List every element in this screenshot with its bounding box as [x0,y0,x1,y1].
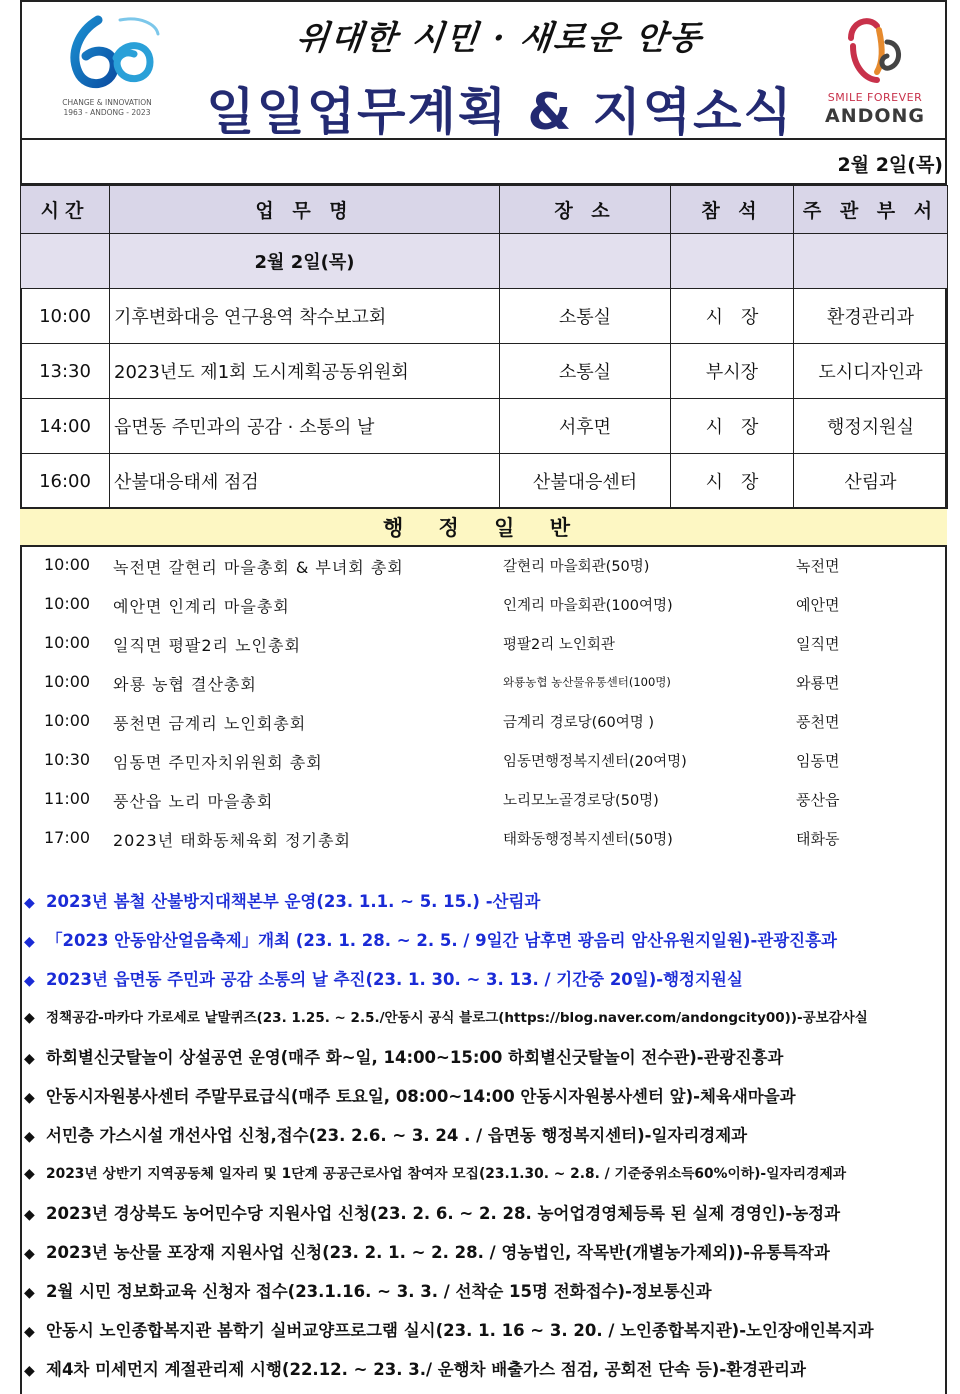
item-place: 인계리 마을회관(100여명) [503,598,673,614]
diamond-bullet-icon: ◆ [24,1324,35,1340]
header-time: 시간 [21,186,110,234]
item-task: 임동면 주민자치위원회 총회 [113,753,323,772]
notice-item [24,1233,946,1272]
row-place: 서후면 [500,399,671,454]
item-place: 임동면행정복지센터(20여명) [503,754,687,770]
diamond-bullet-icon: ◆ [24,1129,35,1145]
item-dept: 와룡면 [796,674,840,692]
list-item [22,664,945,703]
item-time: 10:00 [44,711,91,730]
item-time: 10:00 [44,594,91,613]
row-time: 13:30 [21,344,110,399]
logo-tagline: SMILE FOREVER [827,91,923,104]
diamond-bullet-icon: ◆ [24,1246,35,1262]
list-item [22,742,945,781]
item-task: 2023년 태화동체육회 정기총회 [113,831,351,850]
item-task: 일직면 평팔2리 노인총회 [113,636,301,655]
notice-text: 제4차 미세먼지 계절관리제 시행(22.12. ~ 23. 3./ 운행차 배출가스 점검, 공회전 단속 등)-환경관리과 [46,1360,806,1379]
diamond-bullet-icon: ◆ [24,1010,35,1026]
diamond-bullet-icon: ◆ [24,1166,35,1182]
andong-symbol-icon [843,12,907,86]
table-row [21,289,948,344]
item-task: 녹전면 갈현리 마을총회 & 부녀회 총회 [113,558,404,577]
table-header-row [21,186,948,234]
row-place: 소통실 [500,344,671,399]
notice-text: 하회별신굿탈놀이 상설공연 운영(매주 화~일, 14:00~15:00 하회별신굿탈놀이 전수관)-관광진흥과 [46,1048,784,1067]
diamond-bullet-icon: ◆ [24,1363,35,1379]
row-dept: 도시디자인과 [794,344,948,399]
item-dept: 임동면 [796,752,840,770]
schedule-table [20,185,948,509]
subhead-empty [671,234,794,289]
diamond-bullet-icon: ◆ [24,895,35,911]
header-task: 업 무 명 [110,186,500,234]
logo-caption-line1: CHANGE & INNOVATION [62,98,152,107]
logo-city-name: ANDONG [824,105,926,127]
diamond-bullet-icon: ◆ [24,973,35,989]
item-time: 10:00 [44,672,91,691]
item-place: 와룡농협 농산물유통센터(100명) [503,675,671,689]
row-task: 산불대응태세 점검 [110,454,500,509]
item-task: 예안면 인계리 마을총회 [113,597,290,616]
item-dept: 풍산읍 [796,791,840,809]
table-row [21,344,948,399]
list-item [22,586,945,625]
notice-item [24,1116,946,1155]
row-dept: 산림과 [794,454,948,509]
notice-item [24,999,946,1038]
row-place: 소통실 [500,289,671,344]
admin-schedule-list [22,547,945,859]
list-item [22,625,945,664]
notice-list [24,882,946,1389]
row-task: 2023년도 제1회 도시계획공동위원회 [110,344,500,399]
diamond-bullet-icon: ◆ [24,1090,35,1106]
subhead-date: 2월 2일(목) [110,234,500,289]
notice-text: 정책공감-마카다 가로세로 낱말퀴즈(23. 1.25. ~ 2.5./안동시 공식 블로그(https://blog.naver.com/andongcity00))-공보감사실 [46,1010,868,1026]
row-dept: 행정지원실 [794,399,948,454]
table-row [21,399,948,454]
section-title-admin: 행 정 일 반 [20,507,947,547]
header-place: 장 소 [500,186,671,234]
document-header [20,0,947,140]
smile-forever-andong-logo [810,12,940,127]
item-dept: 녹전면 [796,557,840,575]
diamond-bullet-icon: ◆ [24,1051,35,1067]
row-time: 14:00 [21,399,110,454]
list-item [22,820,945,859]
notice-item [24,1038,946,1077]
anniversary-60-logo [52,14,162,124]
notice-text: 안동시 노인종합복지관 봄학기 실버교양프로그램 실시(23. 1. 16 ~ 3. 20. / 노인종합복지관)-노인장애인복지과 [46,1321,874,1340]
row-task: 기후변화대응 연구용역 착수보고회 [110,289,500,344]
notice-item [24,960,946,999]
notice-item [24,1194,946,1233]
list-item [22,781,945,820]
notice-text: 2023년 상반기 지역공동체 일자리 및 1단계 공공근로사업 참여자 모집(23.1.30. ~ 2.8. / 기준중위소득60%이하)-일자리경제과 [46,1166,847,1182]
item-task: 풍산읍 노리 마을총회 [113,792,274,811]
city-slogan: 위대한 시민 · 새로운 안동 [294,18,705,57]
date-row [20,140,947,185]
row-task: 읍면동 주민과의 공감 · 소통의 날 [110,399,500,454]
page-title: 일일업무계획 & 지역소식 [206,83,794,141]
row-time: 10:00 [21,289,110,344]
row-dept: 환경관리과 [794,289,948,344]
item-place: 평팔2리 노인회관 [503,637,615,653]
diamond-bullet-icon: ◆ [24,934,35,950]
item-place: 금계리 경로당(60여명 ) [503,715,655,731]
table-date-row [21,234,948,289]
notice-item [24,921,946,960]
item-place: 노리모노골경로당(50명) [503,793,659,809]
notice-text: 2023년 농산물 포장재 지원사업 신청(23. 2. 1. ~ 2. 28. / 영농법인, 작목반(개별농가제외))-유통특작과 [46,1243,830,1262]
notice-text: 「2023 안동암산얼음축제」개최 (23. 1. 28. ~ 2. 5. / 9일간 남후면 광음리 암산유원지일원)-관광진흥과 [46,931,837,950]
sixty-emblem-icon [60,14,160,96]
item-time: 10:00 [44,555,91,574]
notice-text: 2023년 읍면동 주민과 공감 소통의 날 추진(23. 1. 30. ~ 3. 13. / 기간중 20일)-행정지원실 [46,970,743,989]
diamond-bullet-icon: ◆ [24,1207,35,1223]
diamond-bullet-icon: ◆ [24,1285,35,1301]
notice-text: 2월 시민 정보화교육 신청자 접수(23.1.16. ~ 3. 3. / 선착순 15명 전화접수)-정보통신과 [46,1282,712,1301]
notice-item [24,1155,946,1194]
subhead-empty [21,234,110,289]
header-dept: 주 관 부 서 [794,186,948,234]
header-attendee: 참 석 [671,186,794,234]
logo-caption-line2: 1963 - ANDONG - 2023 [63,108,151,117]
table-row [21,454,948,509]
item-time: 10:30 [44,750,91,769]
notice-text: 2023년 경상북도 농어민수당 지원사업 신청(23. 2. 6. ~ 2. 28. 농어업경영체등록 된 실제 경영인)-농정과 [46,1204,841,1223]
row-place: 산불대응센터 [500,454,671,509]
item-time: 11:00 [44,789,91,808]
notice-text: 2023년 봄철 산불방지대책본부 운영(23. 1.1. ~ 5. 15.) -산림과 [46,892,541,911]
subhead-empty [500,234,671,289]
row-attendee: 시 장 [671,399,794,454]
row-attendee: 시 장 [671,454,794,509]
notice-item [24,1077,946,1116]
item-time: 10:00 [44,633,91,652]
row-time: 16:00 [21,454,110,509]
list-item [22,547,945,586]
list-item [22,703,945,742]
notice-text: 서민층 가스시설 개선사업 신청,접수(23. 2.6. ~ 3. 24 . / 읍면동 행정복지센터)-일자리경제과 [46,1126,748,1145]
item-place: 태화동행정복지센터(50명) [503,832,673,848]
document-date: 2월 2일(목) [837,154,943,176]
row-attendee: 시 장 [671,289,794,344]
notice-item [24,882,946,921]
notice-text: 안동시자원봉사센터 주말무료급식(매주 토요일, 08:00~14:00 안동시자원봉사센터 앞)-체육새마을과 [46,1087,796,1106]
item-place: 갈현리 마을회관(50명) [503,559,650,575]
item-dept: 태화동 [796,830,840,848]
item-time: 17:00 [44,828,91,847]
item-task: 풍천면 금계리 노인회총회 [113,714,307,733]
row-attendee: 부시장 [671,344,794,399]
item-dept: 일직면 [796,635,840,653]
notice-item [24,1311,946,1350]
notice-item [24,1272,946,1311]
item-dept: 예안면 [796,596,840,614]
notice-item [24,1350,946,1389]
item-dept: 풍천면 [796,713,840,731]
subhead-empty [794,234,948,289]
item-task: 와룡 농협 결산총회 [113,675,257,694]
